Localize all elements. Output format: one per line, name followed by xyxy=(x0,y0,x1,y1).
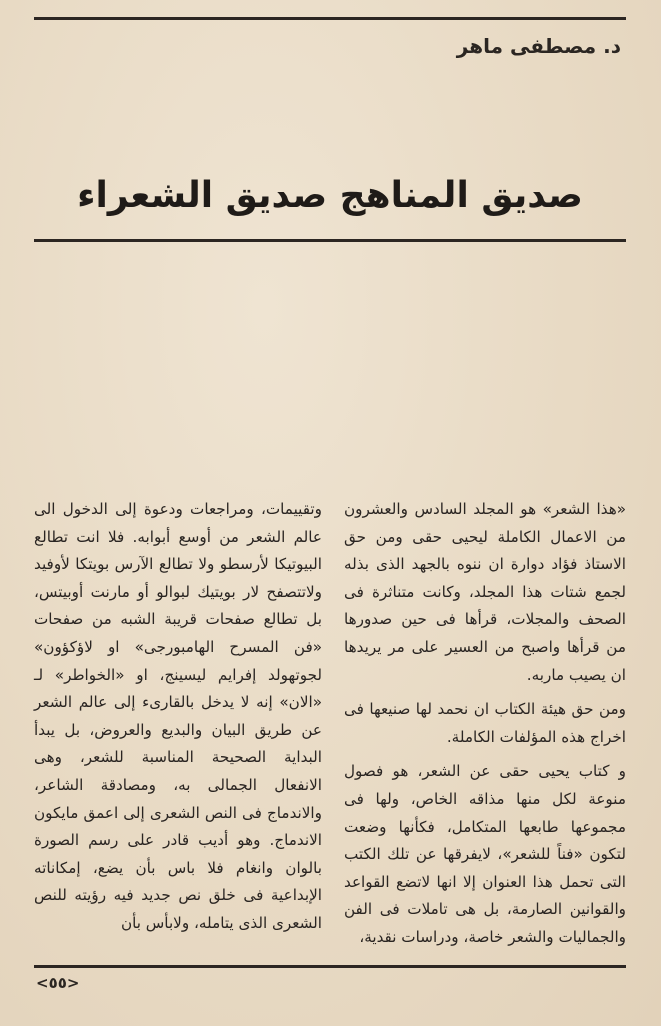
paragraph: ومن حق هيئة الكتاب ان نحمد لها صنيعها فى اخراج هذه المؤلفات الكاملة. xyxy=(344,700,626,746)
right-column xyxy=(344,496,626,952)
top-rule xyxy=(34,17,626,20)
page-number: <٥٥> xyxy=(36,974,80,992)
bottom-rule xyxy=(34,965,626,968)
paragraph: و كتاب يحيى حقى عن الشعر، هو فصول منوعة لكل منها مذاقه الخاص، ولها فى مجموعها طابعها المتكامل، فكأنها وضعت لتكون «فناً للشعر»، لايفرقها عن تلك الكتب التى تحمل هذا العنوان إلا انها لاتضع القواعد والقوانين الصارمة، بل هى تاملات فى الفن والجماليات والشعر خاصة، ودراسات نقدية، xyxy=(344,762,626,946)
title-rule xyxy=(34,239,626,242)
article-title: صديق المناهج صديق الشعراء xyxy=(77,175,583,216)
paragraph: وتقييمات، ومراجعات ودعوة إلى الدخول الى عالم الشعر من أوسع أبوابه. فلا انت تطالع البيوتيكا لأرسطو ولا تطالع الآرس بويتكا لأوفيد ولاتتصفح لار بويتيك لبوالو أو مارنت أوبيتس، بل تطالع صفحات قريبة الشبه من صفحات «فن المسرح الهامبورجى» او لاؤكؤون» لجوتهولد إفرايم ليسينج، او «الخواطر» لـ «الان» إنه لا يدخل بالقارىء إلى عالم الشعر عن طريق البيان والبديع والعروض، بل يبدأ البداية الصحيحة المناسبة للشعر، وهى الانفعال الجمالى به، ومصادقة الشاعر، والاندماج فى النص الشعرى إلى اعمق مايكون الاندماج. وهو أديب قادر على رسم الصورة بالوان وانغام فلا باس بأن يضع، إمكاناته الإبداعية فى خلق نص جديد فيه رؤيته للنص الشعرى الذى يتامله، ولابأس بأن xyxy=(34,500,322,932)
paragraph: «هذا الشعر» هو المجلد السادس والعشرون من الاعمال الكاملة ليحيى حقى ومن حق الاستاذ فؤاد دوارة ان ننوه بالجهد الذى بذله لجمع شتات هذا المجلد، وكانت متناثرة فى الصحف والمجلات، قرأها فى حين صدورها من قرأها واصبح من العسير على مر يريدها ان يصيب ماربه. xyxy=(344,500,626,684)
left-column xyxy=(34,496,322,938)
author-name: د. مصطفى ماهر xyxy=(456,34,621,58)
